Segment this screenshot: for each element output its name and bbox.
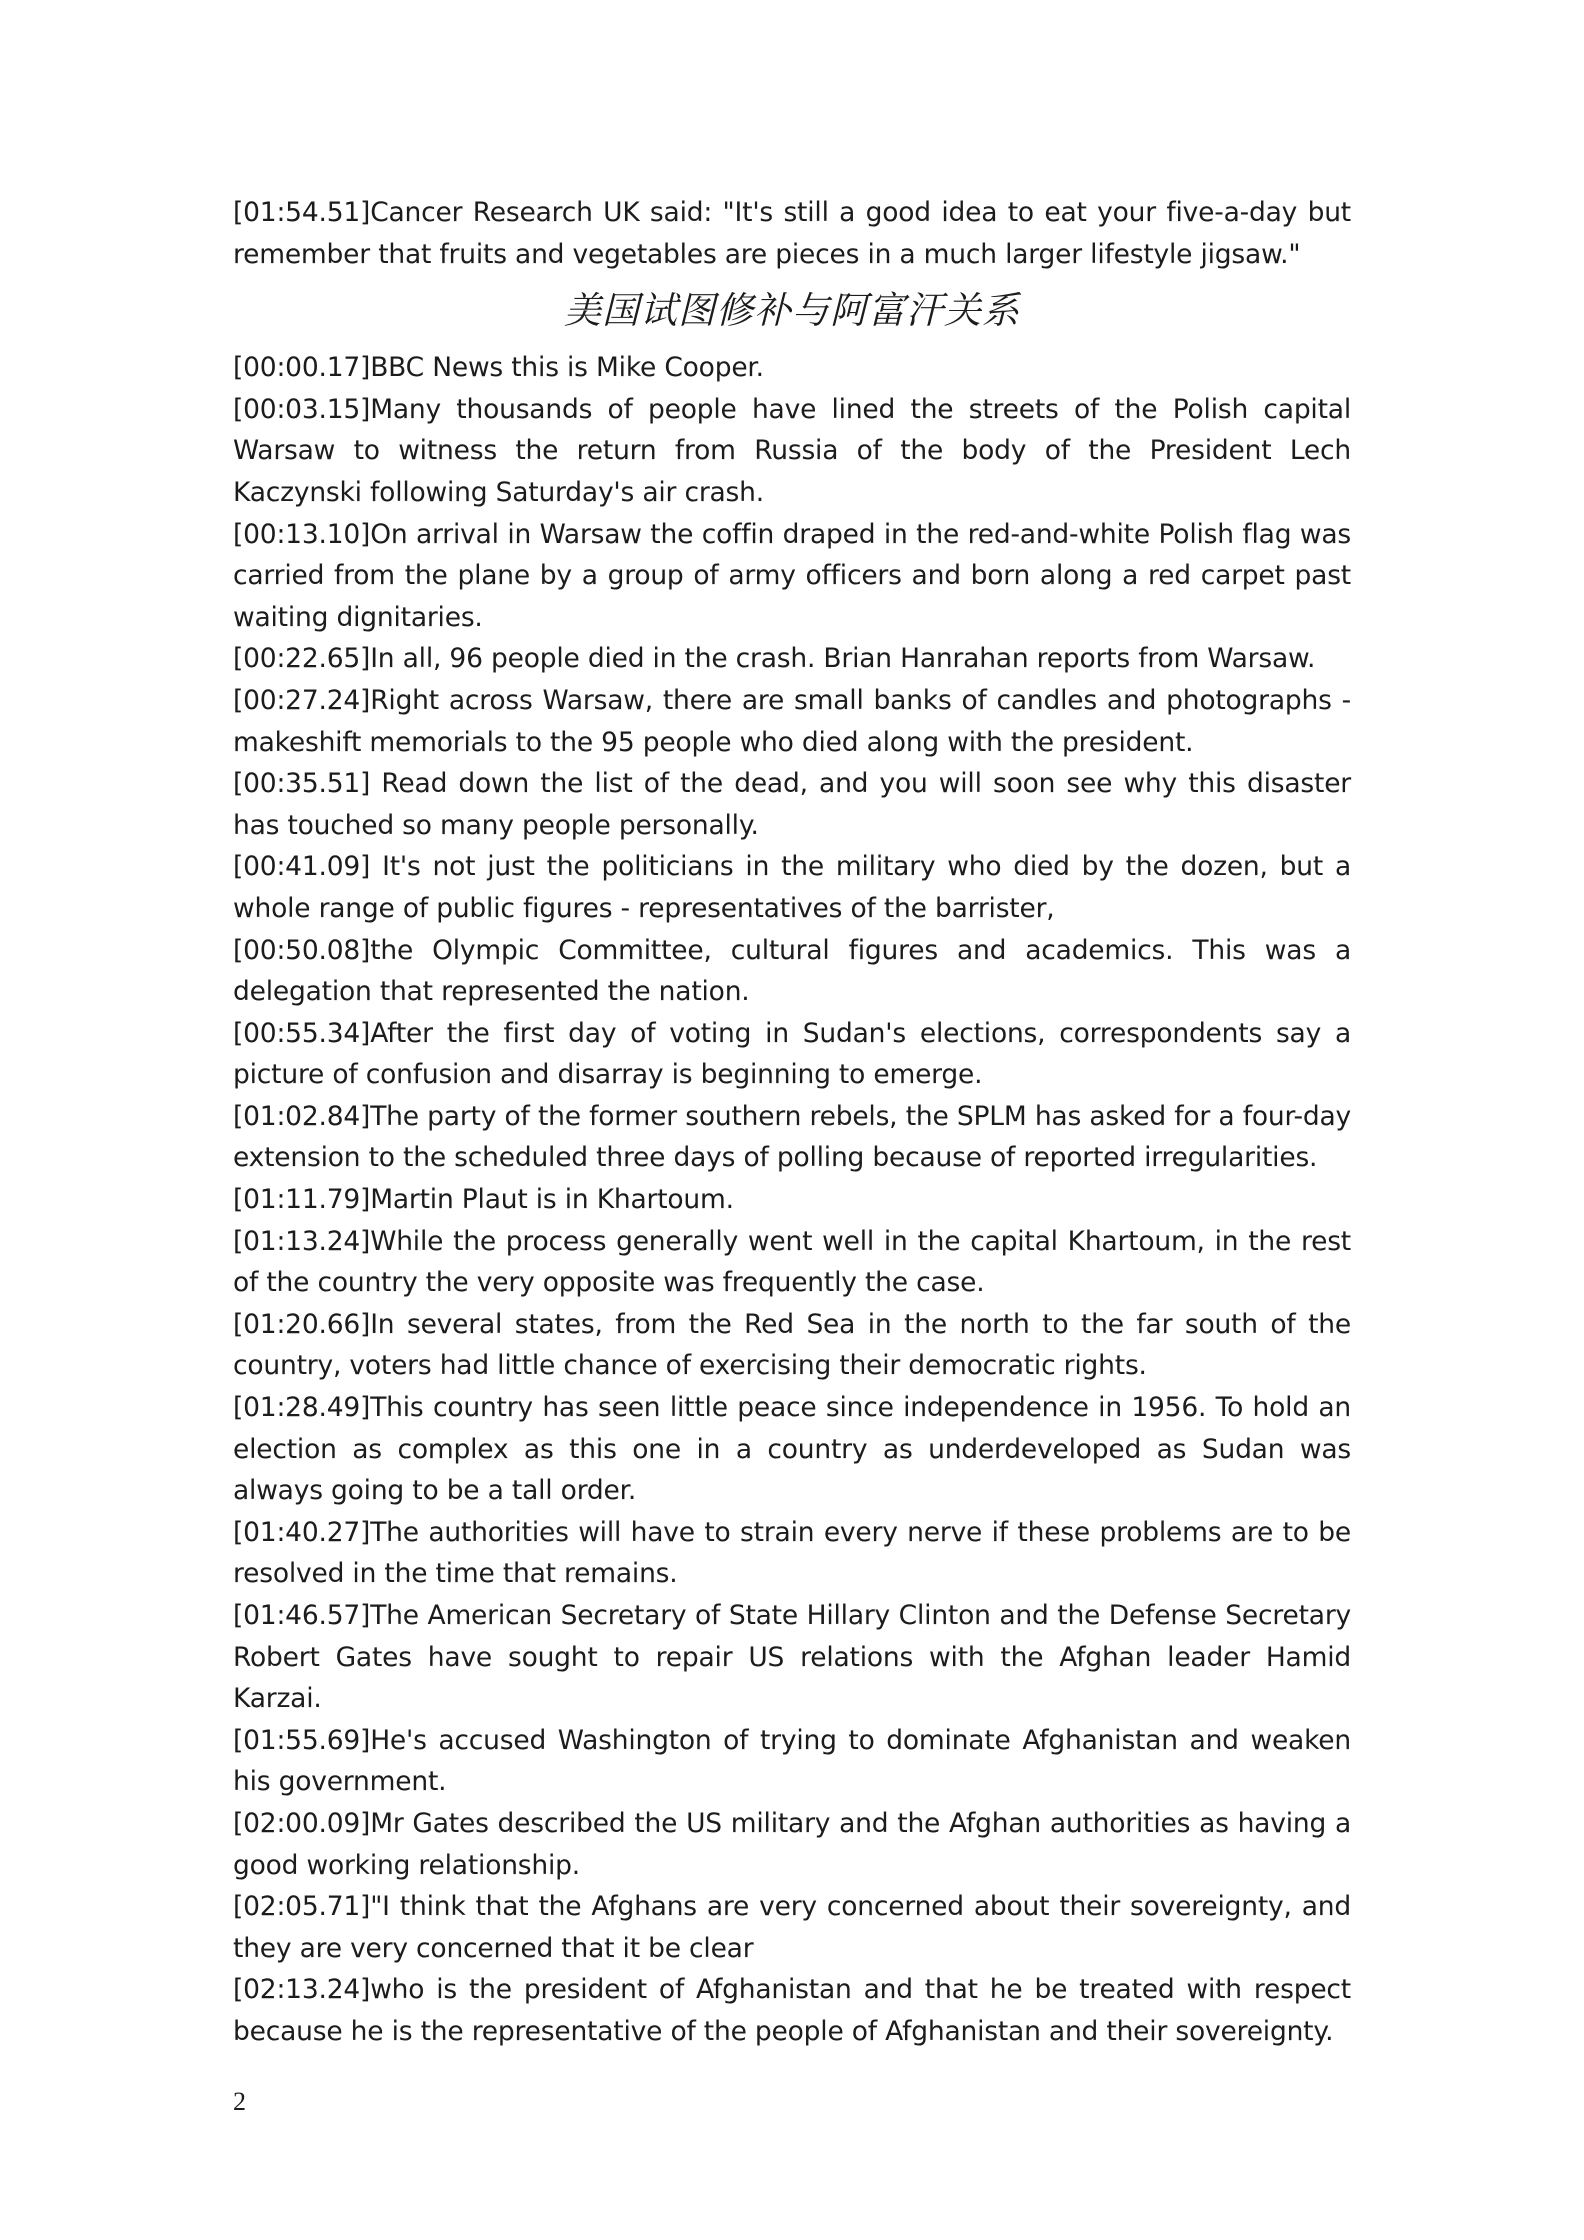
transcript-paragraph: [01:02.84]The party of the former southern rebels, the SPLM has asked for a four-day extension to the scheduled three days of polling because of reported irregularities.: [233, 1100, 1351, 1174]
transcript-paragraph: [00:27.24]Right across Warsaw, there are small banks of candles and photographs - makeshift memorials to the 95 people who died along with the president.: [233, 684, 1351, 758]
transcript-paragraph: [00:55.34]After the first day of voting in Sudan's elections, correspondents say a picture of confusion and disarray is beginning to emerge.: [233, 1017, 1351, 1091]
transcript-paragraph: [01:28.49]This country has seen little peace since independence in 1956. To hold an election as complex as this one in a country as underdeveloped as Sudan was always going to be a tall order.: [233, 1392, 1351, 1507]
transcript-paragraph: [00:03.15]Many thousands of people have lined the streets of the Polish capital Warsaw to witness the return from Russia of the body of the President Lech Kaczynski following Saturday's air crash.: [233, 393, 1351, 508]
transcript-paragraph: [00:22.65]In all, 96 people died in the crash. Brian Hanrahan reports from Warsaw.: [233, 643, 1316, 675]
transcript-paragraph: [02:00.09]Mr Gates described the US military and the Afghan authorities as having a good working relationship.: [233, 1807, 1351, 1881]
page-content: [233, 192, 1351, 2053]
transcript-paragraph: [01:40.27]The authorities will have to strain every nerve if these problems are to be resolved in the time that remains.: [233, 1516, 1351, 1590]
transcript-paragraph: [01:46.57]The American Secretary of State Hillary Clinton and the Defense Secretary Robert Gates have sought to repair US relations with the Afghan leader Hamid Karzai.: [233, 1600, 1351, 1715]
transcript-paragraph: [02:05.71]"I think that the Afghans are very concerned about their sovereignty, and they are very concerned that it be clear: [233, 1891, 1351, 1964]
transcript-paragraph: [01:55.69]He's accused Washington of trying to dominate Afghanistan and weaken his government.: [233, 1724, 1351, 1798]
transcript-paragraph: [01:11.79]Martin Plaut is in Khartoum.: [233, 1184, 734, 1216]
transcript-paragraph: [00:41.09] It's not just the politicians in the military who died by the dozen, but a whole range of public figures - representatives of the barrister,: [233, 851, 1351, 924]
transcript-paragraph: [00:13.10]On arrival in Warsaw the coffin draped in the red-and-white Polish flag was carried from the plane by a group of army officers and born along a red carpet past waiting dignitaries.: [233, 518, 1351, 633]
section-title: 美国试图修补与阿富汗关系: [564, 289, 1020, 333]
intro-paragraph: [01:54.51]Cancer Research UK said: "It's still a good idea to eat your five-a-day but remember that fruits and vegetables are pieces in a much larger lifestyle jigsaw.": [233, 197, 1351, 270]
transcript-paragraph: [00:35.51] Read down the list of the dead, and you will soon see why this disaster has touched so many people personally.: [233, 768, 1351, 841]
transcript-paragraph: [02:13.24]who is the president of Afghanistan and that he be treated with respect because he is the representative of the people of Afghanistan and their sovereignty.: [233, 1974, 1351, 2047]
transcript-paragraph: [01:13.24]While the process generally went well in the capital Khartoum, in the rest of the country the very opposite was frequently the case.: [233, 1225, 1351, 1299]
transcript-paragraph: [01:20.66]In several states, from the Red Sea in the north to the far south of the country, voters had little chance of exercising their democratic rights.: [233, 1308, 1351, 1382]
transcript-paragraph: [00:50.08]the Olympic Committee, cultural figures and academics. This was a delegation that represented the nation.: [233, 934, 1351, 1008]
page-number: 2: [233, 2087, 246, 2116]
transcript-paragraph: [00:00.17]BBC News this is Mike Cooper.: [233, 352, 764, 384]
